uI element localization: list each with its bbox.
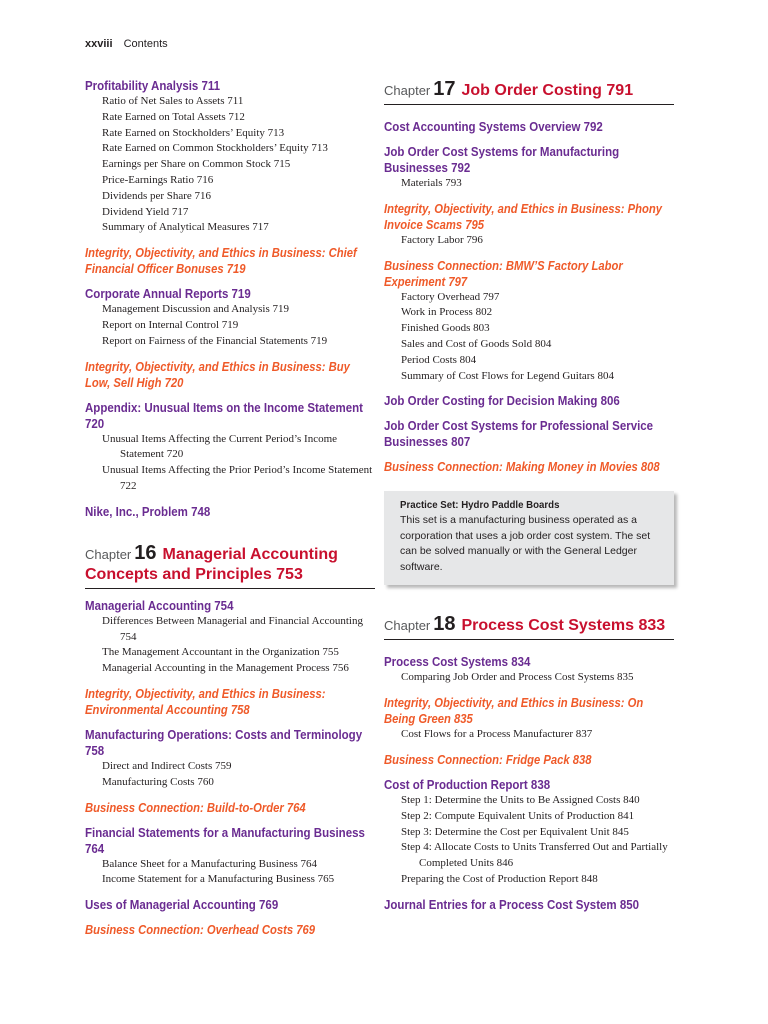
chapter-17-heading[interactable] bbox=[384, 78, 674, 105]
chapter-title: Process Cost Systems 833 bbox=[461, 617, 666, 635]
subtopic-item[interactable]: Step 4: Allocate Costs to Units Transferred Out and Partially Completed Units 846 bbox=[401, 841, 668, 870]
section-heading[interactable]: Journal Entries for a Process Cost System 850 bbox=[384, 897, 640, 912]
feature-heading[interactable]: Business Connection: Build-to-Order 764 bbox=[85, 800, 306, 815]
section-heading[interactable]: Corporate Annual Reports 719 bbox=[85, 287, 251, 302]
subtopic-item[interactable]: Balance Sheet for a Manufacturing Business 764 bbox=[102, 857, 318, 870]
subtopic-item[interactable]: Managerial Accounting in the Management Process 756 bbox=[102, 662, 349, 675]
subtopic-list bbox=[384, 727, 674, 743]
chapter-label: Chapter bbox=[85, 546, 132, 562]
chapter-16-heading[interactable] bbox=[85, 542, 375, 589]
subtopic-list bbox=[85, 614, 375, 677]
subtopic-list bbox=[85, 302, 375, 349]
subtopic-item[interactable]: The Management Accountant in the Organization 755 bbox=[102, 646, 339, 659]
section-heading[interactable]: Appendix: Unusual Items on the Income Statement 720 bbox=[85, 400, 363, 431]
chapter-title-continued: Concepts and Principles 753 bbox=[85, 565, 303, 583]
subtopic-item[interactable]: Summary of Analytical Measures 717 bbox=[102, 221, 269, 234]
subtopic-item[interactable]: Step 3: Determine the Cost per Equivalent Unit 845 bbox=[401, 825, 629, 838]
subtopic-item[interactable]: Step 1: Determine the Units to Be Assigned Costs 840 bbox=[401, 793, 640, 806]
chapter-title: Job Order Costing 791 bbox=[461, 82, 634, 99]
section-heading[interactable]: Manufacturing Operations: Costs and Terminology 758 bbox=[85, 727, 363, 758]
subtopic-item[interactable]: Cost Flows for a Process Manufacturer 837 bbox=[401, 728, 593, 741]
section-heading[interactable]: Managerial Accounting 754 bbox=[85, 598, 234, 613]
subtopic-item[interactable]: Preparing the Cost of Production Report 848 bbox=[401, 872, 598, 885]
subtopic-item[interactable]: Unusual Items Affecting the Current Period’s Income Statement 720 bbox=[102, 432, 338, 461]
practice-set-title: Practice Set: Hydro Paddle Boards bbox=[400, 499, 560, 512]
subtopic-item[interactable]: Report on Fairness of the Financial Statements 719 bbox=[102, 334, 328, 347]
subtopic-item[interactable]: Differences Between Managerial and Financial Accounting 754 bbox=[102, 614, 363, 643]
chapter-number: 16 bbox=[134, 541, 157, 564]
chapter-number: 18 bbox=[433, 613, 456, 636]
subtopic-item[interactable]: Dividends per Share 716 bbox=[102, 189, 212, 202]
chapter-number: 17 bbox=[433, 78, 456, 100]
subtopic-item[interactable]: Rate Earned on Stockholders’ Equity 713 bbox=[102, 126, 285, 139]
chapter-title: Managerial Accounting bbox=[162, 545, 338, 563]
section-heading[interactable]: Cost of Production Report 838 bbox=[384, 777, 551, 792]
subtopic-item[interactable]: Income Statement for a Manufacturing Business 765 bbox=[102, 873, 335, 886]
subtopic-item[interactable]: Report on Internal Control 719 bbox=[102, 318, 239, 331]
feature-heading[interactable]: Business Connection: Making Money in Movies 808 bbox=[384, 460, 660, 475]
subtopic-item[interactable]: Period Costs 804 bbox=[401, 353, 477, 366]
section-heading[interactable]: Job Order Cost Systems for Professional Service Businesses 807 bbox=[384, 419, 654, 450]
chapter-label: Chapter bbox=[384, 83, 431, 98]
feature-heading[interactable]: Integrity, Objectivity, and Ethics in Business: Buy Low, Sell High 720 bbox=[85, 359, 350, 390]
feature-heading[interactable]: Integrity, Objectivity, and Ethics in Business: Chief Financial Officer Bonuses 719 bbox=[85, 246, 357, 277]
subtopic-item[interactable]: Materials 793 bbox=[401, 177, 462, 189]
subtopic-item[interactable]: Factory Overhead 797 bbox=[401, 290, 500, 303]
section-heading[interactable]: Job Order Cost Systems for Manufacturing Businesses 792 bbox=[384, 145, 620, 175]
page-header bbox=[85, 38, 168, 50]
subtopic-item[interactable]: Rate Earned on Total Assets 712 bbox=[102, 110, 245, 123]
section-heading[interactable]: Uses of Managerial Accounting 769 bbox=[85, 898, 279, 913]
feature-heading[interactable]: Business Connection: BMW’S Factory Labor Experiment 797 bbox=[384, 258, 623, 289]
feature-heading[interactable]: Business Connection: Overhead Costs 769 bbox=[85, 923, 316, 938]
section-heading[interactable]: Process Cost Systems 834 bbox=[384, 655, 531, 670]
subtopic-item[interactable]: Management Discussion and Analysis 719 bbox=[102, 303, 289, 316]
right-column bbox=[384, 78, 674, 913]
subtopic-item[interactable]: Finished Goods 803 bbox=[401, 322, 490, 335]
subtopic-item[interactable]: Direct and Indirect Costs 759 bbox=[102, 759, 232, 772]
subtopic-list bbox=[384, 233, 674, 249]
feature-heading[interactable]: Business Connection: Fridge Pack 838 bbox=[384, 752, 592, 767]
subtopic-list bbox=[384, 290, 674, 385]
page-number: xxviii bbox=[85, 38, 113, 50]
subtopic-item[interactable]: Step 2: Compute Equivalent Units of Production 841 bbox=[401, 809, 635, 822]
practice-set-box bbox=[384, 491, 674, 585]
subtopic-item[interactable]: Dividend Yield 717 bbox=[102, 205, 189, 218]
subtopic-item[interactable]: Unusual Items Affecting the Prior Period’s Income Statement 722 bbox=[102, 464, 373, 492]
chapter-label: Chapter bbox=[384, 618, 431, 634]
feature-heading[interactable]: Integrity, Objectivity, and Ethics in Business: Environmental Accounting 758 bbox=[85, 686, 326, 717]
subtopic-list bbox=[85, 94, 375, 236]
subtopic-item[interactable]: Sales and Cost of Goods Sold 804 bbox=[401, 337, 552, 350]
subtopic-list bbox=[384, 176, 674, 192]
subtopic-item[interactable]: Work in Process 802 bbox=[401, 306, 493, 319]
practice-set-description: This set is a manufacturing business operated as a corporation that uses a job order cost system. The set can be solved manually or with the General Ledger software. bbox=[400, 514, 651, 573]
section-heading[interactable]: Profitability Analysis 711 bbox=[85, 79, 221, 93]
feature-heading[interactable]: Integrity, Objectivity, and Ethics in Business: On Being Green 835 bbox=[384, 696, 644, 727]
subtopic-list bbox=[384, 793, 674, 888]
subtopic-list bbox=[85, 759, 375, 791]
left-column bbox=[85, 78, 375, 938]
subtopic-item[interactable]: Rate Earned on Common Stockholders’ Equity 713 bbox=[102, 142, 328, 155]
subtopic-item[interactable]: Price-Earnings Ratio 716 bbox=[102, 173, 214, 186]
subtopic-list bbox=[85, 432, 375, 495]
subtopic-item[interactable]: Ratio of Net Sales to Assets 711 bbox=[102, 95, 244, 107]
subtopic-item[interactable]: Earnings per Share on Common Stock 715 bbox=[102, 158, 291, 171]
subtopic-item[interactable]: Manufacturing Costs 760 bbox=[102, 775, 214, 788]
section-heading[interactable]: Nike, Inc., Problem 748 bbox=[85, 504, 211, 519]
section-heading[interactable]: Cost Accounting Systems Overview 792 bbox=[384, 120, 603, 134]
subtopic-item[interactable]: Factory Labor 796 bbox=[401, 233, 483, 246]
section-heading[interactable]: Job Order Costing for Decision Making 806 bbox=[384, 394, 620, 409]
subtopic-item[interactable]: Summary of Cost Flows for Legend Guitars 804 bbox=[401, 369, 614, 382]
section-heading[interactable]: Financial Statements for a Manufacturing Business 764 bbox=[85, 825, 365, 856]
feature-heading[interactable]: Integrity, Objectivity, and Ethics in Business: Phony Invoice Scams 795 bbox=[384, 201, 662, 232]
subtopic-list bbox=[85, 857, 375, 889]
running-head: Contents bbox=[123, 38, 168, 50]
subtopic-item[interactable]: Comparing Job Order and Process Cost Systems 835 bbox=[401, 671, 634, 684]
chapter-18-heading[interactable] bbox=[384, 613, 674, 640]
subtopic-list bbox=[384, 670, 674, 686]
